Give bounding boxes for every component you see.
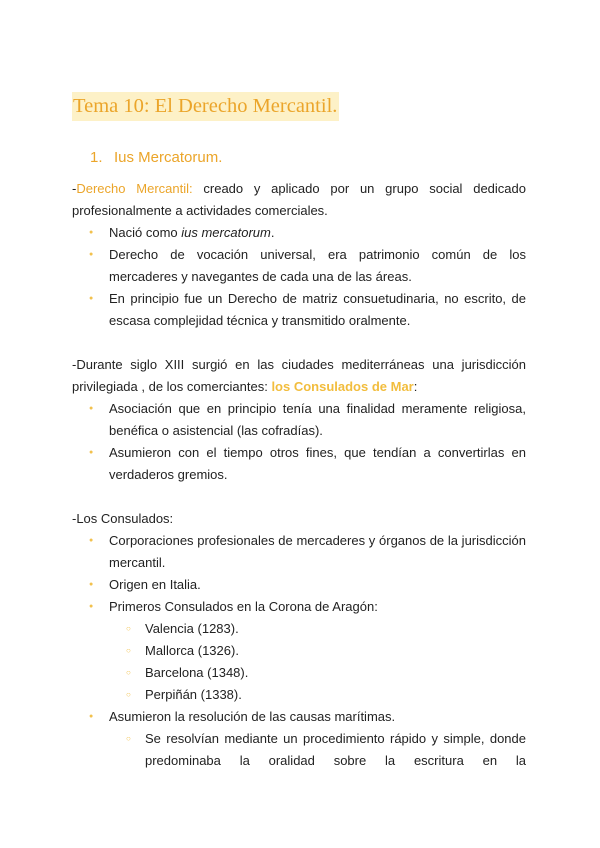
sub-list-item: ○ Mallorca (1326).	[145, 640, 526, 662]
term-derecho-mercantil: Derecho Mercantil:	[76, 181, 193, 196]
list-item: ● Primeros Consulados en la Corona de Aragón:	[109, 596, 526, 618]
sub-list-item: ○ Valencia (1283).	[145, 618, 526, 640]
page-title: Tema 10: El Derecho Mercantil.	[72, 92, 339, 121]
paragraph-los-consulados: -Los Consulados:	[72, 511, 174, 526]
list-item: ● En principio fue un Derecho de matriz consuetudinaria, no escrito, de escasa complejidad técnica y transmitido oralmente.	[109, 288, 526, 332]
list-item: ● Corporaciones profesionales de mercaderes y órganos de la jurisdicción mercantil.	[109, 530, 526, 574]
section-label: Ius Mercatorum.	[114, 149, 223, 166]
list-item: ● Asociación que en principio tenía una finalidad meramente religiosa, benéfica o asistencial (las cofradías).	[109, 398, 526, 442]
section-number: 1.	[90, 149, 103, 166]
list-item: ● Nació como ius mercatorum.	[109, 222, 526, 244]
paragraph-derecho-mercantil	[72, 178, 526, 222]
list-item: ● Origen en Italia.	[109, 574, 526, 596]
sub-list-item: ○ Perpiñán (1338).	[145, 684, 526, 706]
paragraph-text: creado y aplicado por un grupo social dedicado profesionalmente a actividades comerciales.	[72, 181, 526, 218]
list-item: ● Asumieron la resolución de las causas marítimas.	[109, 706, 526, 728]
section-heading	[90, 149, 222, 167]
term-consulados-de-mar: los Consulados de Mar	[271, 379, 414, 394]
list-item: ● Asumieron con el tiempo otros fines, que tendían a convertirlas en verdaderos gremios.	[109, 442, 526, 486]
emphasis: ius mercatorum	[181, 225, 271, 240]
paragraph-consulados-de-mar: -Durante siglo XIII surgió en las ciudades mediterráneas una jurisdicción privilegiada , de los comerciantes: los Consulados de Mar:	[72, 357, 526, 394]
dash: -	[72, 181, 77, 196]
list-item: ● Derecho de vocación universal, era patrimonio común de los mercaderes y navegantes de cada una de las áreas.	[109, 244, 526, 288]
sub-list-item: ○ Se resolvían mediante un procedimiento rápido y simple, donde predominaba la oralidad sobre la escritura en la	[145, 728, 526, 772]
sub-list-item: ○ Barcelona (1348).	[145, 662, 526, 684]
paragraph-text: -Durante siglo XIII surgió en las ciudades mediterráneas una jurisdicción privilegiada , de los comerciantes:	[72, 357, 526, 394]
